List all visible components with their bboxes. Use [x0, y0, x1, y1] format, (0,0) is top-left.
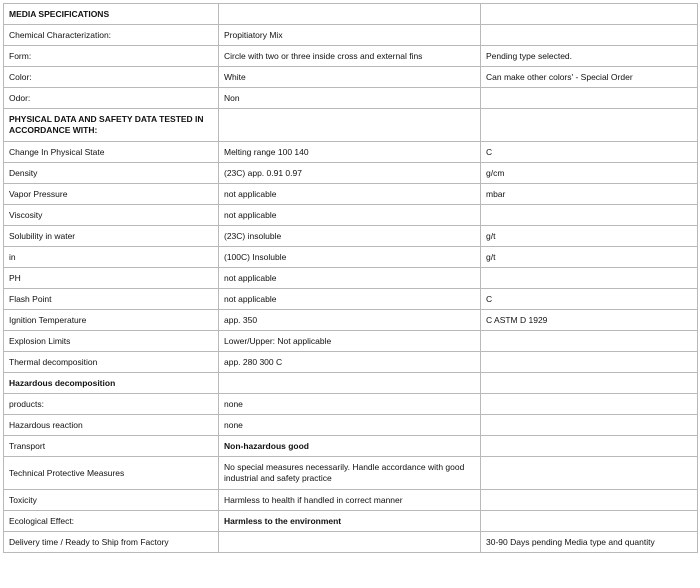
table-row — [4, 352, 698, 373]
value-cell: app. 350 — [219, 310, 481, 331]
value-cell: not applicable — [219, 184, 481, 205]
value-cell — [219, 532, 481, 553]
property-cell: Odor: — [4, 88, 219, 109]
property-cell: Density — [4, 163, 219, 184]
table-body — [4, 4, 698, 553]
value-cell: White — [219, 67, 481, 88]
note-cell — [481, 25, 698, 46]
value-cell: (23C) insoluble — [219, 226, 481, 247]
media-specifications-table — [3, 3, 698, 553]
note-cell — [481, 109, 698, 142]
value-cell: Harmless to health if handled in correct manner — [219, 490, 481, 511]
note-cell: g/t — [481, 226, 698, 247]
value-cell: Lower/Upper: Not applicable — [219, 331, 481, 352]
note-cell — [481, 457, 698, 490]
value-cell: none — [219, 415, 481, 436]
property-cell: Color: — [4, 67, 219, 88]
value-cell: (23C) app. 0.91 0.97 — [219, 163, 481, 184]
table-row — [4, 109, 698, 142]
table-row — [4, 436, 698, 457]
value-cell: Non-hazardous good — [219, 436, 481, 457]
property-cell: in — [4, 247, 219, 268]
property-cell: Form: — [4, 46, 219, 67]
value-cell — [219, 373, 481, 394]
property-cell: Change In Physical State — [4, 142, 219, 163]
value-cell: (100C) Insoluble — [219, 247, 481, 268]
note-cell — [481, 88, 698, 109]
note-cell — [481, 352, 698, 373]
property-cell: Ignition Temperature — [4, 310, 219, 331]
value-cell: Propitiatory Mix — [219, 25, 481, 46]
property-cell: Ecological Effect: — [4, 511, 219, 532]
table-row — [4, 226, 698, 247]
table-row — [4, 46, 698, 67]
note-cell: C — [481, 289, 698, 310]
note-cell — [481, 4, 698, 25]
table-row — [4, 457, 698, 490]
note-cell — [481, 268, 698, 289]
property-cell: Flash Point — [4, 289, 219, 310]
property-cell: Chemical Characterization: — [4, 25, 219, 46]
note-cell: C ASTM D 1929 — [481, 310, 698, 331]
value-cell — [219, 109, 481, 142]
table-row — [4, 532, 698, 553]
table-row — [4, 289, 698, 310]
table-row — [4, 247, 698, 268]
table-row — [4, 490, 698, 511]
property-cell: Technical Protective Measures — [4, 457, 219, 490]
note-cell: Pending type selected. — [481, 46, 698, 67]
table-row — [4, 25, 698, 46]
table-row — [4, 184, 698, 205]
table-row — [4, 142, 698, 163]
table-row — [4, 511, 698, 532]
property-cell: Transport — [4, 436, 219, 457]
note-cell — [481, 436, 698, 457]
value-cell: not applicable — [219, 268, 481, 289]
note-cell — [481, 205, 698, 226]
note-cell — [481, 373, 698, 394]
note-cell: Can make other colors' - Special Order — [481, 67, 698, 88]
value-cell: Non — [219, 88, 481, 109]
table-row — [4, 394, 698, 415]
value-cell — [219, 4, 481, 25]
note-cell — [481, 511, 698, 532]
value-cell: not applicable — [219, 205, 481, 226]
property-cell: MEDIA SPECIFICATIONS — [4, 4, 219, 25]
property-cell: Vapor Pressure — [4, 184, 219, 205]
property-cell: PHYSICAL DATA AND SAFETY DATA TESTED IN ACCORDANCE WITH: — [4, 109, 219, 142]
note-cell — [481, 415, 698, 436]
property-cell: Hazardous reaction — [4, 415, 219, 436]
property-cell: Hazardous decomposition — [4, 373, 219, 394]
note-cell: g/cm — [481, 163, 698, 184]
value-cell: Harmless to the environment — [219, 511, 481, 532]
table-row — [4, 268, 698, 289]
value-cell: none — [219, 394, 481, 415]
table-row — [4, 415, 698, 436]
note-cell: 30-90 Days pending Media type and quantity — [481, 532, 698, 553]
property-cell: Viscosity — [4, 205, 219, 226]
property-cell: Delivery time / Ready to Ship from Factory — [4, 532, 219, 553]
table-row — [4, 373, 698, 394]
table-row — [4, 4, 698, 25]
value-cell: app. 280 300 C — [219, 352, 481, 373]
note-cell: C — [481, 142, 698, 163]
value-cell: not applicable — [219, 289, 481, 310]
note-cell: mbar — [481, 184, 698, 205]
property-cell: Explosion Limits — [4, 331, 219, 352]
value-cell: Melting range 100 140 — [219, 142, 481, 163]
note-cell — [481, 394, 698, 415]
property-cell: Thermal decomposition — [4, 352, 219, 373]
table-row — [4, 88, 698, 109]
value-cell: Circle with two or three inside cross and external fins — [219, 46, 481, 67]
property-cell: Solubility in water — [4, 226, 219, 247]
table-row — [4, 67, 698, 88]
note-cell — [481, 490, 698, 511]
table-row — [4, 163, 698, 184]
property-cell: products: — [4, 394, 219, 415]
note-cell: g/t — [481, 247, 698, 268]
table-row — [4, 205, 698, 226]
value-cell: No special measures necessarily. Handle accordance with good industrial and safety practice — [219, 457, 481, 490]
property-cell: Toxicity — [4, 490, 219, 511]
table-row — [4, 331, 698, 352]
note-cell — [481, 331, 698, 352]
table-row — [4, 310, 698, 331]
property-cell: PH — [4, 268, 219, 289]
